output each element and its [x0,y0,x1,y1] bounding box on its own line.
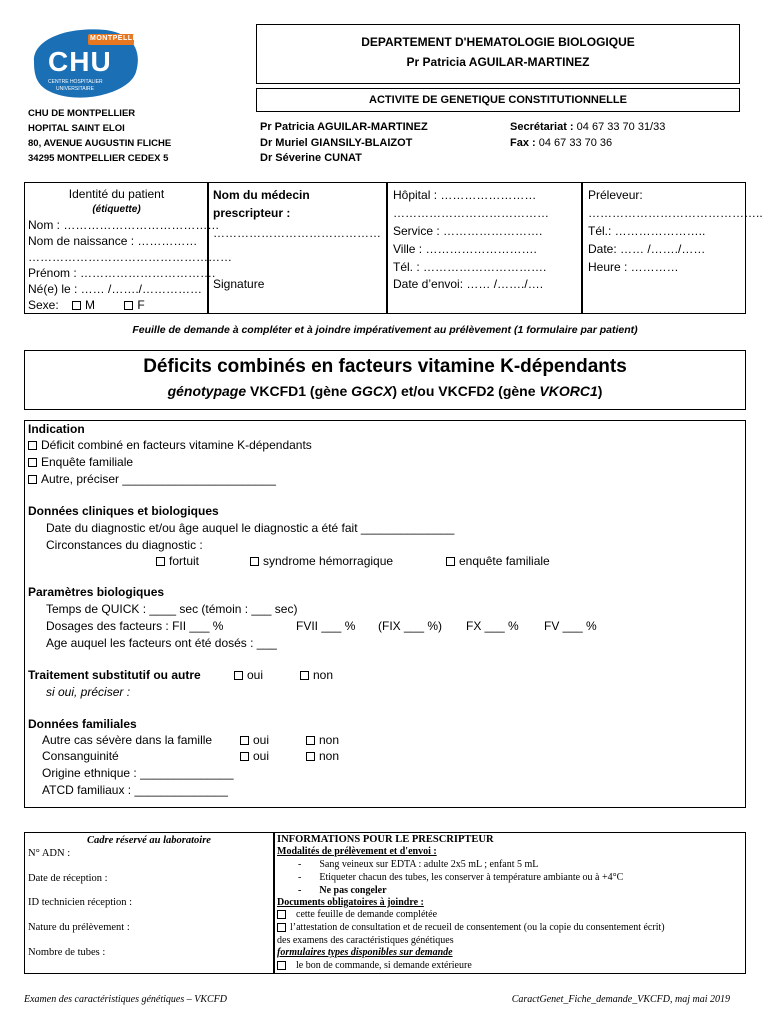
logo-main: CHU [48,46,112,77]
hemorragique-checkbox[interactable] [250,557,259,566]
consang-oui [240,749,269,763]
info-title: INFORMATIONS POUR LE PRESCRIPTEUR [277,834,494,845]
fax-value: 04 67 33 70 36 [538,137,613,149]
traitement-si-oui[interactable]: si oui, préciser : [46,685,131,699]
doc-1-checkbox[interactable] [277,910,286,919]
medecin-signature[interactable]: Signature [213,277,265,291]
cliniques-title: Données cliniques et biologiques [28,504,219,518]
circonstances-label: Circonstances du diagnostic : [46,538,203,552]
info-modalites: Modalités de prélèvement et d'envoi : [277,846,437,857]
parametres-title: Paramètres biologiques [28,585,165,599]
logo-badge: MONTPELLIER [90,35,146,42]
info-f1 [277,960,472,971]
grid-divider-1 [207,182,209,314]
circ-hemorragique [250,554,393,568]
severe-non-label: non [319,733,340,747]
grid-divider-2 [386,182,388,314]
sub-title-e: VKORC1 [539,383,598,399]
patient-title: Identité du patient [68,187,165,201]
preleveur-date-field[interactable]: Date: …… /……./…… [588,242,706,256]
fortuit-checkbox[interactable] [156,557,165,566]
secretariat-label: Secrétariat : [510,121,574,133]
indication-1-label: Déficit combiné en facteurs vitamine K-dépendants [41,438,312,452]
info-m1: - Sang veineux sur EDTA : adulte 2x5 mL ; enfant 5 mL [298,859,539,870]
activity-title: ACTIVITE DE GENETIQUE CONSTITUTIONNELLE [369,94,627,106]
hopital-dots: ………………………………… [393,206,549,220]
traitement-non-checkbox[interactable] [300,671,309,680]
info-m3: - Ne pas congeler [298,885,387,896]
doctor-2: Dr Muriel GIANSILY-BLAIZOT [260,137,413,149]
form-1-checkbox[interactable] [277,961,286,970]
sexe-m-label: M [85,298,96,312]
patient-prenom[interactable]: Prénom : ……………………………. [28,266,216,280]
fii-field[interactable]: Dosages des facteurs : FII ___ % [46,619,224,633]
fax [510,137,612,149]
labo-title: Cadre réservé au laboratoire [87,835,211,846]
sub-title-c: GGCX [351,383,393,399]
severe-label: Autre cas sévère dans la famille [42,733,213,747]
labo-technicien[interactable]: ID technicien réception : [28,897,133,908]
traitement-non [300,668,333,682]
ville-field[interactable]: Ville : ………………………. [393,242,537,256]
info-d1 [277,909,437,920]
indication-3-label: Autre, préciser _______________________ [41,472,276,486]
envoi-field[interactable]: Date d’envoi: …… /……./…. [393,277,544,291]
info-d2a-text: l’attestation de consultation et de recueil de consentement (ou la copie du consentement écrit) [290,922,665,933]
preleveur-title: Préleveur: [588,188,643,202]
consang-non-checkbox[interactable] [306,752,315,761]
sexe-label: Sexe: [28,298,59,312]
info-m3-text: Ne pas congeler [319,885,387,896]
indication-item-1 [28,438,312,452]
chu-logo [26,22,144,100]
info-m2-text: Etiqueter chacun des tubes, les conserver à température ambiante ou à +4°C [319,872,624,883]
department-title: DEPARTEMENT D'HEMATOLOGIE BIOLOGIQUE [361,35,635,49]
fax-label: Fax : [510,137,536,149]
origine-field[interactable]: Origine ethnique : ______________ [42,766,234,780]
fv-field[interactable]: FV ___ % [544,619,597,633]
traitement-oui-checkbox[interactable] [234,671,243,680]
main-title: Déficits combinés en facteurs vitamine K-dépendants [143,356,627,377]
medecin-name-field[interactable]: …………………………………… [213,226,381,240]
labo-nature[interactable]: Nature du prélèvement : [28,922,130,933]
severe-oui [240,733,269,747]
info-d2b: des examens des caractéristiques génétiques [277,935,454,946]
address-line-2: HOPITAL SAINT ELOI [28,123,125,134]
sub-title-b: VKCFD1 (gène [246,383,352,399]
enquete-label: enquête familiale [459,554,550,568]
sexe-f-checkbox[interactable] [124,301,133,310]
indication-1-checkbox[interactable] [28,441,37,450]
circ-enquete [446,554,550,568]
fix-field[interactable]: (FIX ___ %) [378,619,443,633]
info-formulaires: formulaires types disponibles sur demande [277,947,453,958]
logo-sub2: UNIVERSITAIRE [56,86,94,92]
info-d1-text: cette feuille de demande complétée [296,909,438,920]
address-line-1: CHU DE MONTPELLIER [28,108,136,119]
enquete-checkbox[interactable] [446,557,455,566]
medecin-title-2: prescripteur : [213,206,291,220]
patient-naissance[interactable]: Nom de naissance : …………… [28,234,198,248]
labo-reception[interactable]: Date de réception : [28,873,108,884]
familiales-title: Données familiales [28,717,137,731]
indication-2-checkbox[interactable] [28,458,37,467]
preleveur-name-field[interactable]: …………………………………….. [588,206,763,220]
secretariat-value: 04 67 33 70 31/33 [576,121,666,133]
indication-3-checkbox[interactable] [28,475,37,484]
indication-title: Indication [28,422,85,436]
sub-title-a: génotypage [167,383,247,399]
indication-2-label: Enquête familiale [41,455,134,469]
labo-tubes[interactable]: Nombre de tubes : [28,947,106,958]
medecin-title-1: Nom du médecin [213,188,310,202]
sub-title-f: ) [597,383,603,399]
footer-right: CaractGenet_Fiche_demande_VKCFD, maj mai 2019 [511,994,730,1005]
traitement-oui [234,668,263,682]
info-m1-text: Sang veineux sur EDTA : adulte 2x5 mL ; enfant 5 mL [319,859,539,870]
doc-2-checkbox[interactable] [277,923,286,932]
doctor-3: Dr Séverine CUNAT [260,152,362,164]
severe-oui-label: oui [253,733,270,747]
department-head: Pr Patricia AGUILAR-MARTINEZ [406,55,590,69]
hopital-field[interactable]: Hôpital : …………………… [393,188,537,202]
preleveur-heure-field[interactable]: Heure : ………… [588,260,679,274]
service-field[interactable]: Service : ……………………. [393,224,543,238]
address-line-3: 80, AVENUE AUGUSTIN FLICHE [28,138,172,149]
atcd-field[interactable]: ATCD familiaux : ______________ [42,783,228,797]
grid-divider-3 [581,182,583,314]
preleveur-tel-field[interactable]: Tél.: ………………….. [588,224,706,238]
severe-non [306,733,339,747]
info-m2: - Etiqueter chacun des tubes, les conserver à température ambiante ou à +4°C [298,872,624,883]
severe-non-checkbox[interactable] [306,736,315,745]
fortuit-label: fortuit [169,554,200,568]
consang-oui-label: oui [253,749,270,763]
info-f1-text: le bon de commande, si demande extérieure [296,960,472,971]
patient-ne[interactable]: Né(e) le : …… /……./…………… [28,282,203,296]
fvii-field[interactable]: FVII ___ % [296,619,356,633]
patient-dots: …………………………………………… [28,250,232,264]
secretariat [510,121,665,133]
consang-label: Consanguinité [42,749,119,763]
severe-oui-checkbox[interactable] [240,736,249,745]
traitement-oui-label: oui [247,668,264,682]
sub-title [24,383,746,399]
traitement-non-label: non [313,668,334,682]
sexe-f-label: F [137,298,145,312]
age-dosage-field[interactable]: Age auquel les facteurs ont été dosés : ___ [46,636,277,650]
labo-adn[interactable]: N° ADN : [28,848,71,859]
tel-field[interactable]: Tél. : …………………………. [393,260,547,274]
fx-field[interactable]: FX ___ % [466,619,519,633]
sub-title-d: ) et/ou VKCFD2 (gène [392,383,540,399]
info-documents: Documents obligatoires à joindre : [277,897,424,908]
instruction: Feuille de demande à compléter et à joindre impérativement au prélèvement (1 formulaire par patient) [132,324,638,336]
info-d2a [277,922,665,933]
patient-subtitle: (étiquette) [92,204,141,215]
hemorragique-label: syndrome hémorragique [263,554,394,568]
patient-sexe [28,298,145,312]
quick-field[interactable]: Temps de QUICK : ____ sec (témoin : ___ sec) [46,602,298,616]
traitement-title: Traitement substitutif ou autre [28,668,201,682]
doctor-1: Pr Patricia AGUILAR-MARTINEZ [260,121,428,133]
logo-sub1: CENTRE HOSPITALIER [48,79,103,85]
department-box [256,24,740,84]
indication-item-2 [28,455,133,469]
consang-non [306,749,339,763]
sexe-m-checkbox[interactable] [72,301,81,310]
consang-oui-checkbox[interactable] [240,752,249,761]
indication-item-3 [28,472,276,486]
address-line-4: 34295 MONTPELLIER CEDEX 5 [28,153,169,164]
circ-fortuit [156,554,199,568]
date-diagnostic-field[interactable]: Date du diagnostic et/ou âge auquel le diagnostic a été fait ______________ [46,521,455,535]
patient-nom[interactable]: Nom : ………………………………… [28,218,220,232]
footer-left: Examen des caractéristiques génétiques – VKCFD [24,994,228,1005]
consang-non-label: non [319,749,340,763]
